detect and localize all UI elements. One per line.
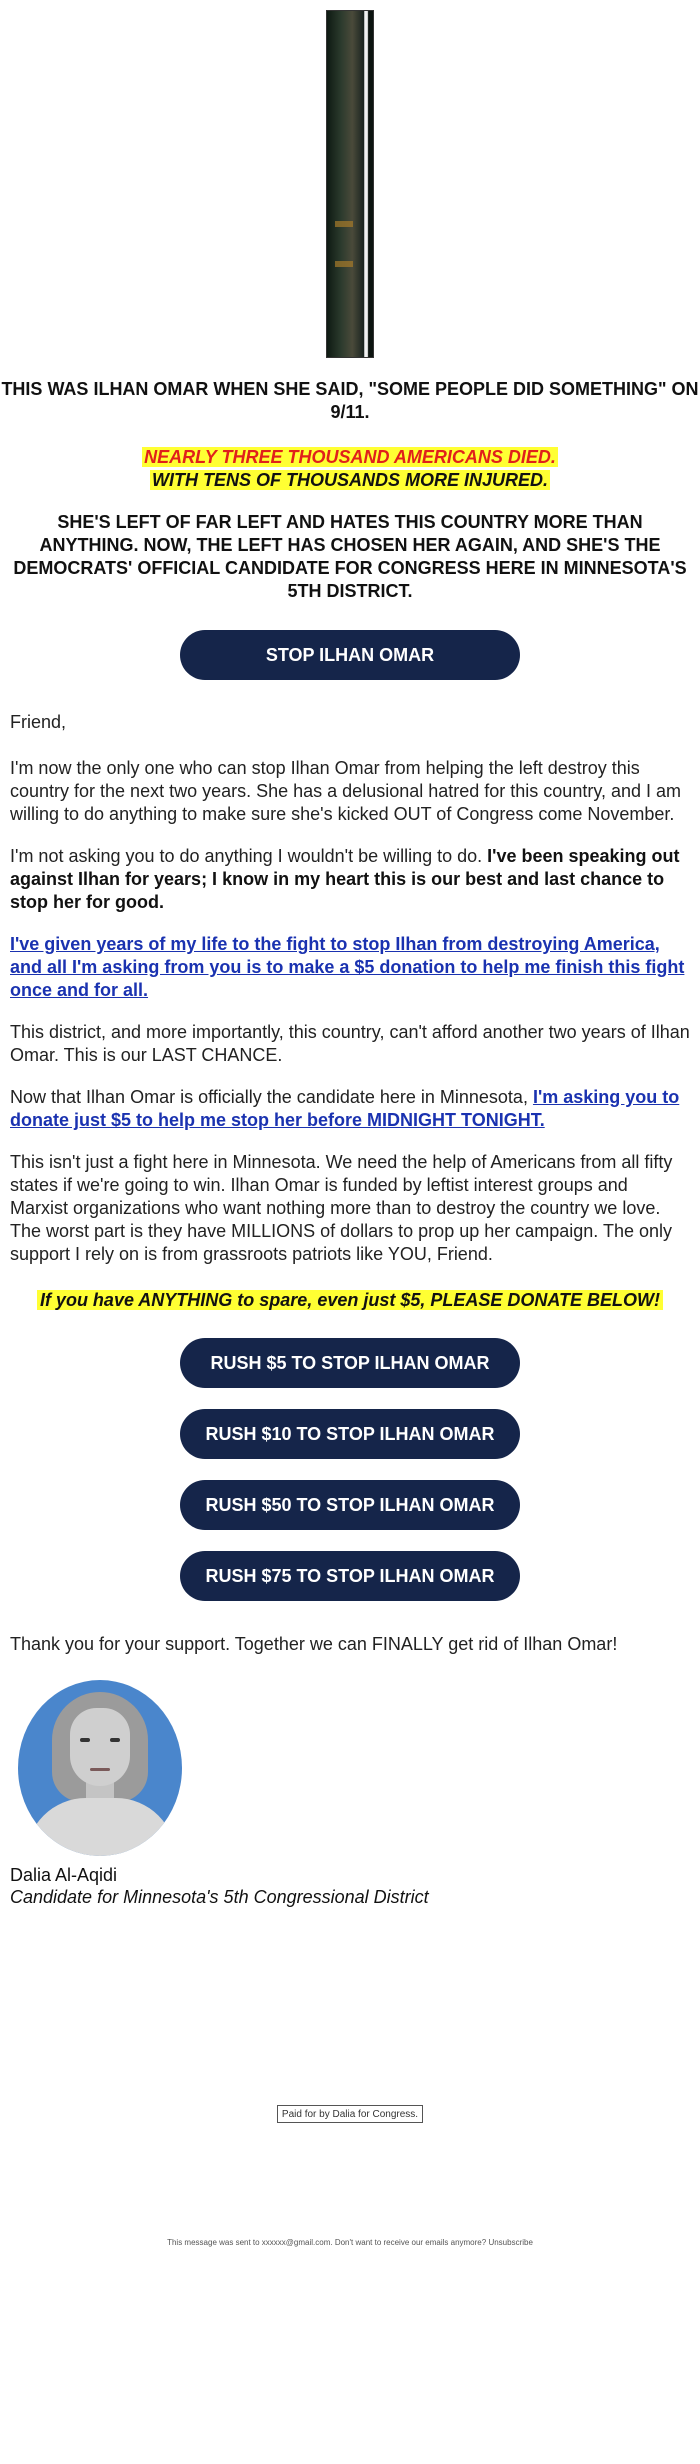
avatar-eye (80, 1738, 90, 1742)
paragraph-4: This district, and more importantly, this country, can't afford another two years of Ilhan Omar. This is our LAST CHANCE. (10, 1022, 690, 1065)
unsubscribe-link[interactable]: Unsubscribe (488, 2238, 533, 2247)
paragraph-1: I'm now the only one who can stop Ilhan Omar from helping the left destroy this country for the next two years. She has a delusional hatred for this country, and I am willing to do anything to make sure she's kicked OUT of Congress come November. (10, 758, 682, 824)
highlight-line-1: NEARLY THREE THOUSAND AMERICANS DIED. (144, 447, 556, 467)
donate-10-button[interactable]: RUSH $10 TO STOP ILHAN OMAR (180, 1409, 520, 1459)
donate-75-button[interactable]: RUSH $75 TO STOP ILHAN OMAR (180, 1551, 520, 1601)
candidate-avatar (18, 1680, 182, 1856)
hero-image-detail (335, 221, 353, 227)
signature-name: Dalia Al-Aqidi (10, 1865, 118, 1885)
intro-paragraph: SHE'S LEFT OF FAR LEFT AND HATES THIS COUNTRY MORE THAN ANYTHING. NOW, THE LEFT HAS CHOSEN HER AGAIN, AND SHE'S THE DEMOCRATS' OFFICIAL CANDIDATE FOR CONGRESS HERE IN MINNESOTA'S 5TH DISTRICT. (13, 512, 687, 601)
donate-prompt (0, 1288, 700, 1312)
donate-link-1[interactable]: I've given years of my life to the fight to stop Ilhan from destroying America, and all I'm asking from you is to make a $5 donation to help me finish this fight once and for all. (10, 934, 685, 1000)
footer (0, 2238, 700, 2247)
paragraph-5 (10, 1086, 690, 1132)
greeting: Friend, (10, 712, 67, 732)
paragraph-5-text: Now that Ilhan Omar is officially the candidate here in Minnesota, (10, 1087, 533, 1107)
paid-for-disclaimer: Paid for by Dalia for Congress. (277, 2105, 423, 2123)
donate-50-button[interactable]: RUSH $50 TO STOP ILHAN OMAR (180, 1480, 520, 1530)
highlight-block (0, 446, 700, 492)
highlight-line-2: WITH TENS OF THOUSANDS MORE INJURED. (151, 470, 548, 490)
donate-prompt-text: If you have ANYTHING to spare, even just $5, PLEASE DONATE BELOW! (37, 1290, 663, 1310)
thank-you-text: Thank you for your support. Together we can FINALLY get rid of Ilhan Omar! (10, 1634, 618, 1654)
hero-image-detail (335, 261, 353, 267)
avatar-mouth (90, 1768, 110, 1771)
paragraph-6: This isn't just a fight here in Minnesota. We need the help of Americans from all fifty states if we're going to win. Ilhan Omar is funded by leftist interest groups and Marxist organizations who want nothing more than to destroy the country we love. The worst part is they have MILLIONS of dollars to prop up her campaign. The only support I rely on is from grassroots patriots like YOU, Friend. (10, 1152, 673, 1264)
paragraph-2 (10, 845, 690, 914)
paragraph-2-text: I'm not asking you to do anything I wouldn't be willing to do. (10, 846, 488, 866)
hero-image (326, 10, 374, 358)
avatar-body (26, 1798, 176, 1856)
signature-title: Candidate for Minnesota's 5th Congressional District (10, 1887, 429, 1907)
paragraph-2-bold: I've been speaking out against Ilhan for years; I know in my heart this is our best and last chance to stop her for good. (10, 846, 680, 912)
footer-text: This message was sent to xxxxxx@gmail.com. Don't want to receive our emails anymore? (167, 2238, 487, 2247)
donate-5-button[interactable]: RUSH $5 TO STOP ILHAN OMAR (180, 1338, 520, 1388)
avatar-eye (110, 1738, 120, 1742)
paragraph-3 (10, 933, 690, 1002)
donate-link-2[interactable]: I'm asking you to donate just $5 to help me stop her before MIDNIGHT TONIGHT. (10, 1087, 680, 1130)
headline: THIS WAS ILHAN OMAR WHEN SHE SAID, "SOME PEOPLE DID SOMETHING" ON 9/11. (1, 379, 699, 422)
stop-ilhan-omar-button[interactable]: STOP ILHAN OMAR (180, 630, 520, 680)
avatar-face (70, 1708, 130, 1786)
